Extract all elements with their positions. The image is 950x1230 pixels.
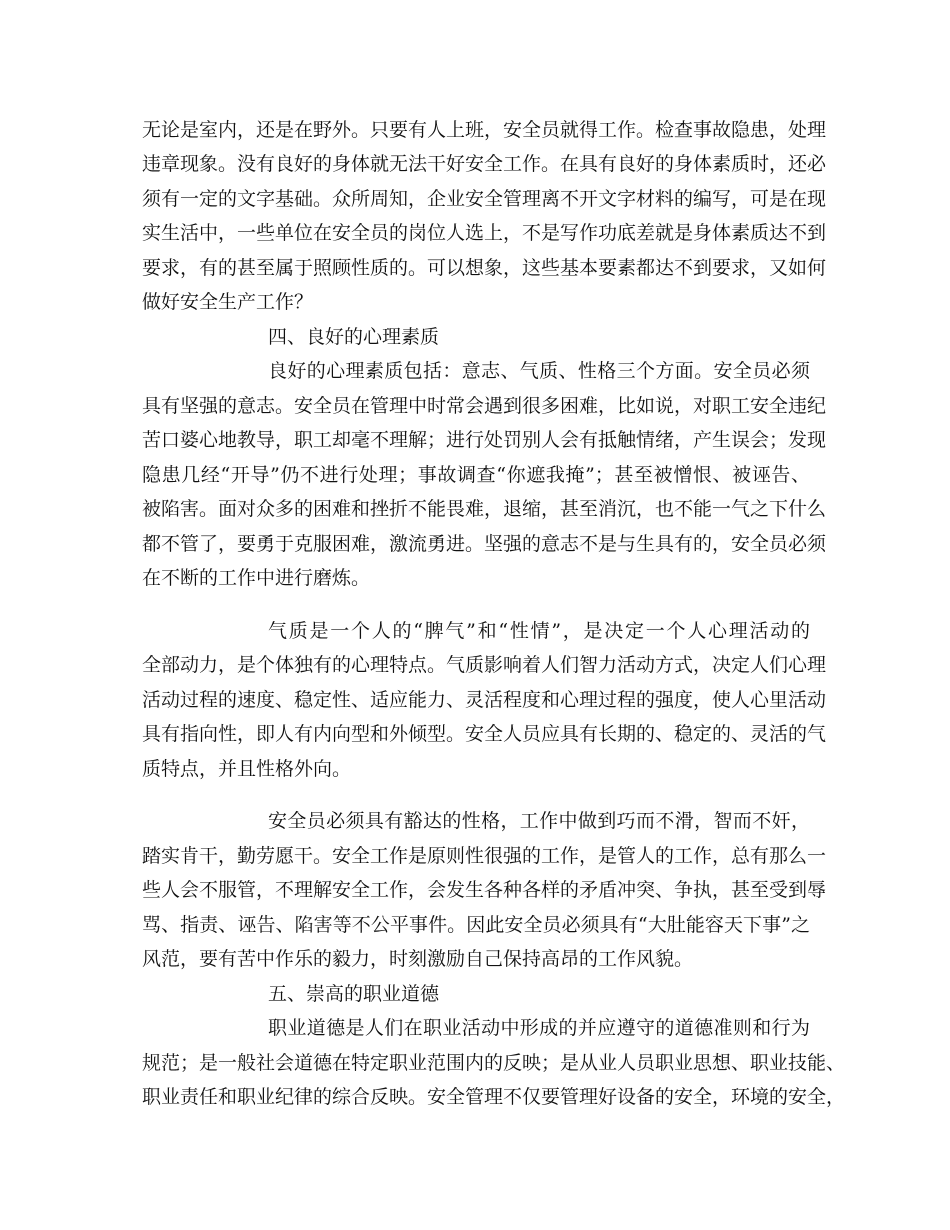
text-line: 具有坚强的意志。安全员在管理中时常会遇到很多困难，比如说，对职工安全违纪: [142, 395, 827, 417]
text-line: 被陷害。面对众多的困难和挫折不能畏难，退缩，甚至消沉，也不能一气之下什么: [142, 498, 827, 520]
text-line: 实生活中，一些单位在安全员的岗位人选上，不是写作功底差就是身体素质达不到: [142, 222, 827, 244]
text-line: 规范；是一般社会道德在特定职业范围内的反映；是从业人员职业思想、职业技能、: [142, 1052, 846, 1074]
text-line: 苦口婆心地教导，职工却毫不理解；进行处罚别人会有抵触情绪，产生误会；发现: [142, 429, 827, 451]
section-heading: 五、崇高的职业道德: [268, 983, 440, 1005]
text-line: 骂、指责、诬告、陷害等不公平事件。因此安全员必须具有“大肚能容天下事”之: [142, 914, 810, 936]
text-line: 风范，要有苦中作乐的毅力，时刻激励自己保持高昂的工作风貌。: [142, 948, 694, 970]
text-line: 职业责任和职业纪律的综合反映。安全管理不仅要管理好设备的安全，环境的安全，: [142, 1086, 846, 1108]
text-line: 质特点，并且性格外向。: [142, 758, 352, 780]
text-line: 做好安全生产工作？: [142, 291, 314, 313]
paragraph-first-line: 良好的心理素质包括：意志、气质、性格三个方面。安全员必须: [268, 360, 810, 382]
text-line: 在不断的工作中进行磨炼。: [142, 567, 371, 589]
text-line: 踏实肯干，勤劳愿干。安全工作是原则性很强的工作，是管人的工作，总有那么一: [142, 845, 827, 867]
text-line: 些人会不服管，不理解安全工作，会发生各种各样的矛盾冲突、争执，甚至受到辱: [142, 879, 827, 901]
paragraph-first-line: 安全员必须具有豁达的性格，工作中做到巧而不滑，智而不奸，: [268, 810, 810, 832]
paragraph-first-line: 职业道德是人们在职业活动中形成的并应遵守的道德准则和行为: [268, 1017, 810, 1039]
text-line: 违章现象。没有良好的身体就无法干好安全工作。在具有良好的身体素质时，还必: [142, 153, 827, 175]
text-line: 须有一定的文字基础。众所周知，企业安全管理离不开文字材料的编写，可是在现: [142, 188, 827, 210]
text-line: 隐患几经“开导”仍不进行处理；事故调查“你遮我掩”；甚至被憎恨、被诬告、: [142, 464, 810, 486]
text-line: 活动过程的速度、稳定性、适应能力、灵活程度和心理过程的强度，使人心里活动: [142, 689, 827, 711]
paragraph-first-line: 气质是一个人的“脾气”和“性情”，是决定一个人心理活动的: [268, 620, 810, 642]
text-line: 具有指向性，即人有内向型和外倾型。安全人员应具有长期的、稳定的、灵活的气: [142, 723, 827, 745]
text-line: 都不管了，要勇于克服困难，激流勇进。坚强的意志不是与生具有的，安全员必须: [142, 533, 827, 555]
text-line: 全部动力，是个体独有的心理特点。气质影响着人们智力活动方式，决定人们心理: [142, 654, 827, 676]
text-line: 无论是室内，还是在野外。只要有人上班，安全员就得工作。检查事故隐患，处理: [142, 119, 827, 141]
text-line: 要求，有的甚至属于照顾性质的。可以想象，这些基本要素都达不到要求，又如何: [142, 257, 827, 279]
section-heading: 四、良好的心理素质: [268, 326, 440, 348]
